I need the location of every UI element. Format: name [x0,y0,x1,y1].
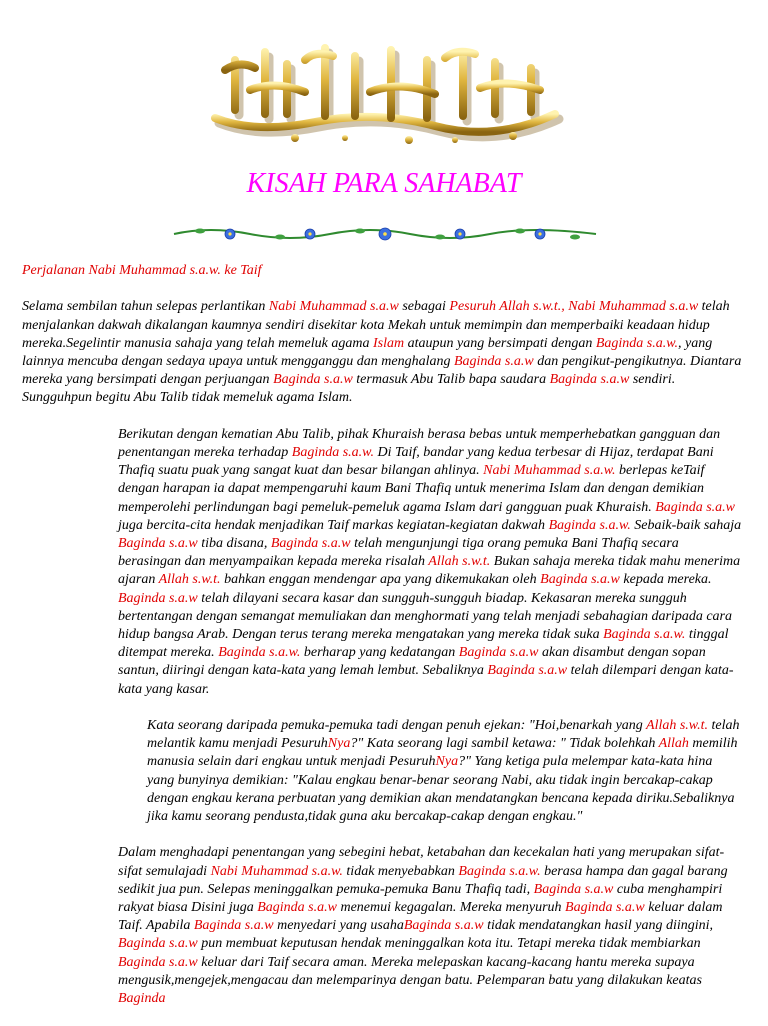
highlighted-name: Allah s.w.t. [646,718,708,734]
text-segment: bahkan enggan mendengar apa yang dikemukakan oleh [220,572,541,588]
highlighted-name: Pesuruh Allah s.w.t., Nabi Muhammad s.a.w [449,299,699,315]
highlighted-name: Baginda s.a.w [273,372,353,388]
text-segment: berlepas keTaif dengan harapan ia dapat mempengaruhi kaum Bani Thafiq untuk menerima Islam dan dengan demikian memperolehi perlindungan bagi pemeluk-pemeluk agama Islam dari gangguan puak Khuraish. [118,463,705,515]
highlighted-name: Baginda s.a.w [453,354,534,369]
text-segment: Berikutan dengan kematian Abu Talib, pihak Khuraish berasa bebas untuk memperhebatkan gangguan dan penentangan mereka terhadap [118,426,721,460]
text-segment: ?" Yang ketiga pula melempar kata-kata hina yang bunyinya demikian: "Kalau engkau benar-benar seorang Nabi, aku tidak ingin bercakap-cakap dengan engkau kerana perbuatan yang demikian akan mendatangkan bencana kepada diriku.Sebaliknya jika kamu seorang pendusta,tidak guna aku bercakap-cakap dengan engkau." [147,754,735,825]
paragraph [22,298,742,407]
text-segment: kepada mereka. [619,572,712,588]
highlighted-name: Perjalanan Nabi Muhammad s.a.w. ke Taif [22,263,262,278]
article-heading [22,262,742,280]
highlighted-name: Allah s.w.t. [158,572,221,588]
floral-divider [170,222,600,244]
text-segment: telah melantik kamu menjadi Pesuruh [147,718,740,752]
highlighted-name: Allah [658,736,689,752]
text-segment: tiba disana, [197,536,271,552]
text-segment: sendiri. Sungguhpun begitu Abu Talib tidak memeluk agama Islam. [22,372,676,406]
text-segment: termasuk Abu Talib bapa saudara [352,372,550,388]
highlighted-name: Baginda s.a.w [118,536,198,552]
text-segment: ataupun yang bersimpati dengan [404,335,596,351]
text-segment: , yang lainnya mencuba dengan sedaya upaya untuk mengganggu dan menghalang [22,335,713,369]
text-segment: Selama sembilan tahun selepas perlantikan [22,299,269,315]
highlighted-name: Baginda s.a.w. [548,517,631,533]
text-segment: telah menjalankan dakwah dikalangan kaumnya sendiri disekitar kota Mekah untuk memimpin dan memperbaiki keadaan hidup mereka.Segelintir manusia sahaja yang telah memeluk agama [22,299,730,351]
highlighted-name: Allah s.w.t. [428,554,491,570]
highlighted-name: Baginda s.a.w [458,645,539,661]
highlighted-name: Baginda s.a.w. [458,863,541,879]
text-segment: dan pengikut-pengikutnya. Diantara mereka yang bersimpati dengan perjuangan [22,354,742,388]
highlighted-name: Baginda s.a.w [549,372,630,388]
highlighted-name: Baginda s.a.w [487,663,568,679]
text-segment: ?" Kata seorang lagi sambil ketawa: " Tidak bolehkah [350,736,659,752]
article-body [22,262,742,1026]
highlighted-name: Baginda s.a.w [565,900,645,916]
text-segment: Di Taif, bandar yang kedua terbesar di Hijaz, terdapat Bani Thafiq suatu puak yang sangat kuat dan besar bilangan ahlinya. [118,445,714,479]
text-segment: telah dilayani secara kasar dan sungguh-sungguh biadap. Kekasaran mereka sungguh bertentangan dengan semangat memuliakan dan menghormati yang telah menjadi sebahagian daripada cara hidup bangsa Arab. Dengan terus terang mereka mengatakan yang mereka tidak suka [118,590,732,643]
highlighted-name: Baginda s.a.w. [218,645,301,661]
text-segment: cuba menghampiri rakyat biasa Disini juga [118,881,723,916]
highlighted-name: Baginda s.a.w [533,881,614,897]
text-segment: tidak menyebabkan [342,863,459,879]
highlighted-name: Baginda s.a.w. [595,335,679,351]
highlighted-name: Baginda [118,991,166,1007]
highlighted-name: Baginda s.a.w [403,918,484,934]
highlighted-name: Baginda s.a.w. [603,627,686,643]
paragraph [22,717,742,826]
paragraph [22,426,742,699]
text-segment: berharap yang kedatangan [300,645,459,661]
text-segment: menemui kegagalan. Mereka menyuruh [336,900,566,916]
highlighted-name: Baginda s.a.w. [291,445,374,460]
text-segment: juga bercita-cita hendak menjadikan Taif markas kegiatan-kegiatan dakwah [118,517,549,533]
page-title: KISAH PARA SAHABAT [246,168,522,199]
text-segment: akan disambut dengan sopan santun, diiringi dengan kata-kata yang lemah lembut. Sebaliknya [118,645,706,679]
highlighted-name: Baginda s.a.w [655,499,735,515]
highlighted-name: Baginda s.a.w [118,936,198,952]
text-segment: telah mengunjungi tiga orang pemuka Bani Thafiq secara berasingan dan menyampaikan kepada mereka risalah [118,536,679,570]
highlighted-name: Baginda s.a.w [540,572,620,588]
text-segment: berasa hampa dan gagal barang sedikit jua pun. Selepas meninggalkan pemuka-pemuka Banu Thafiq tadi, [118,863,728,897]
text-segment: Sebaik-baik sahaja [630,517,742,533]
highlighted-name: Nabi Muhammad s.a.w. [210,863,343,879]
text-segment: tidak mendatangkan hasil yang diingini, [483,918,714,934]
highlighted-name: Baginda s.a.w [118,590,198,606]
text-segment: sebagai [398,299,450,315]
highlighted-name: Baginda s.a.w [118,954,198,970]
text-segment: keluar dari Taif secara aman. Mereka melepaskan kacang-kacang hantu mereka supaya mengusik,mengejek,mengacau dan melemparinya dengan batu. Pelemparan batu yang dilakukan keatas [118,954,702,988]
highlighted-name: Nabi Muhammad s.a.w [268,299,399,315]
text-segment: Bukan sahaja mereka tidak mahu menerima ajaran [118,554,741,588]
text-segment: memilih manusia selain dari engkau untuk menjadi Pesuruh [147,736,738,770]
text-segment: pun membuat keputusan hendak meninggalkan kota itu. Tetapi mereka tidak membiarkan [197,936,701,952]
text-segment: menyedari yang usaha [273,918,404,934]
text-segment: Dalam menghadapi penentangan yang sebegini hebat, ketabahan dan kecekalan hati yang merupakan sifat-sifat semulajadi [118,845,725,879]
bismillah-calligraphy [195,30,575,150]
highlighted-name: Nya [435,754,459,770]
highlighted-name: Islam [372,335,405,351]
text-segment: tinggal ditempat mereka. [118,627,729,661]
text-segment: Kata seorang daripada pemuka-pemuka tadi dengan penuh ejekan: "Hoi,benarkah yang [147,718,647,734]
highlighted-name: Baginda s.a.w [270,536,351,552]
highlighted-name: Nya [327,736,351,752]
text-segment: keluar dalam Taif. Apabila [118,900,723,934]
text-segment: telah dilempari dengan kata-kata yang kasar. [118,663,734,697]
highlighted-name: Nabi Muhammad s.a.w. [483,463,616,479]
paragraph [22,844,742,1008]
highlighted-name: Baginda s.a.w [193,918,274,934]
highlighted-name: Baginda s.a.w [257,900,337,916]
